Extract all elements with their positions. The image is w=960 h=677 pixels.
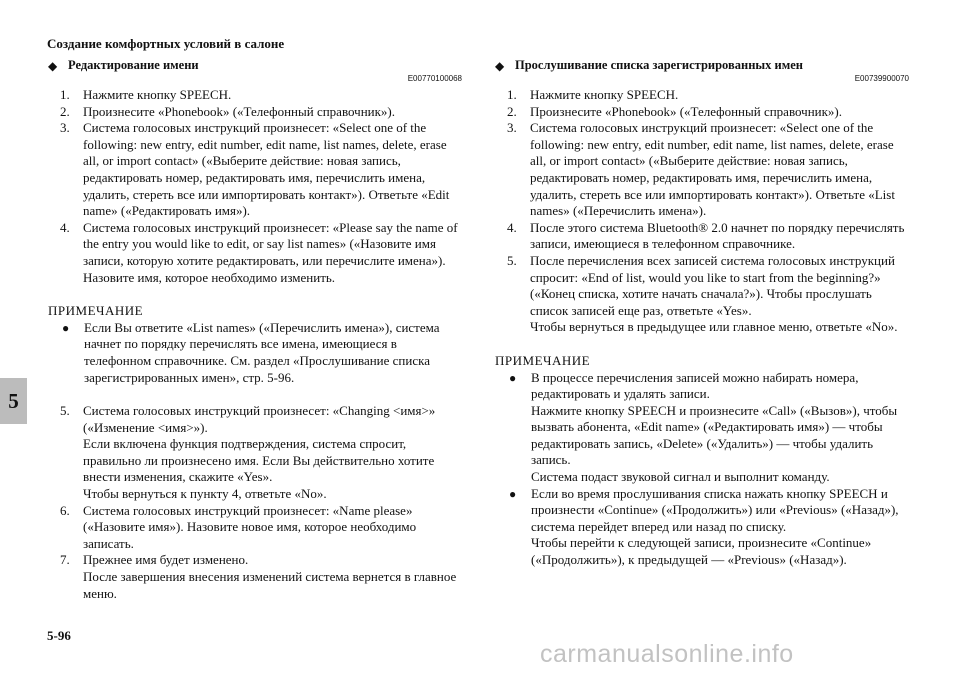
section-heading <box>48 57 462 74</box>
step-text: Произнесите «Phonebook» («Телефонный справочник»). <box>530 103 843 119</box>
section-code: E00739900070 <box>854 74 909 83</box>
step-number: 1. <box>60 87 70 102</box>
step-item <box>495 253 909 336</box>
step-list <box>48 87 462 286</box>
step-text: Система голосовых инструкций произнесет: «Select one of the following: new entry, edit number, edit name, list names, delete, erase all, or import contact» («Выберите действие: новая запись, редактировать номер, редактировать имя, перечислить имена, удалить, стереть все или импортировать контакт»). Ответьте «List names» («Перечислить имена»). <box>530 120 895 219</box>
section-heading <box>495 57 909 74</box>
left-column <box>48 57 462 602</box>
step-text: Прежнее имя будет изменено. После завершения внесения изменений система вернется в главное меню. <box>83 552 457 601</box>
step-item <box>495 87 909 104</box>
note-bullet <box>48 320 462 386</box>
step-item <box>48 104 462 121</box>
watermark: carmanualsonline.info <box>540 640 794 668</box>
note-text: Если во время прослушивания списка нажать кнопку SPEECH и произнести «Continue» («Продолжить») или «Previous» («Назад»), система перейдет вперед или назад по списку. Чтобы перейти к следующей записи, произнесите «Continue» («Продолжить»), к предыдущей — «Previous» («Назад»). <box>531 485 899 568</box>
step-list <box>48 403 462 602</box>
diamond-bullet-icon: ◆ <box>48 59 58 73</box>
page-header-title: Создание комфортных условий в салоне <box>47 36 285 51</box>
step-number: 4. <box>60 219 70 235</box>
step-number: 3. <box>507 120 517 136</box>
section-title: Редактирование имени <box>68 58 199 72</box>
step-number: 2. <box>60 103 70 119</box>
step-item <box>48 403 462 503</box>
note-title: ПРИМЕЧАНИЕ <box>495 352 591 368</box>
step-text: После перечисления всех записей система голосовых инструкций спросит: «End of list, would you like to start from the beginning?» («Конец списка, хотите начать сначала?»). Чтобы прослушать список записей еще раз, ответьте «Yes». Чтобы вернуться в предыдущее или главное меню, ответьте «No». <box>530 252 898 335</box>
step-text: Система голосовых инструкций произнесет: «Name please» («Назовите имя»). Назовите новое имя, которое необходимо записать. <box>83 502 417 551</box>
step-text: После этого система Bluetooth® 2.0 начнет по порядку перечислять записи, имеющиеся в телефонном справочнике. <box>530 219 905 252</box>
section-title: Прослушивание списка зарегистрированных имен <box>515 58 804 72</box>
chapter-tab: 5 <box>0 378 27 424</box>
step-text: Система голосовых инструкций произнесет: «Changing <имя>» («Изменение <имя>»). Если включена функция подтверждения, система спросит, правильно ли произнесено имя. Если Вы действительно хотите внести изменения, скажите «Yes». Чтобы вернуться к пункту 4, ответьте «No». <box>83 403 436 502</box>
note-text: Если Вы ответите «List names» («Перечислить имена»), система начнет по порядку перечислять все имена, имеющиеся в телефонном справочнике. См. раздел «Прослушивание списка зарегистрированных имен», стр. 5-96. <box>84 319 440 385</box>
page-number: 5-96 <box>47 628 71 643</box>
bullet-dot-icon: ● <box>509 370 517 385</box>
step-number: 1. <box>507 87 517 102</box>
step-text: Система голосовых инструкций произнесет: «Select one of the following: new entry, edit number, edit name, list names, delete, erase all, or import contact» («Выберите действие: новая запись, редактировать номер, редактировать имя, перечислить имена, удалить, стереть все или импортировать контакт»). Ответьте «Edit name» («Редактировать имя»). <box>83 120 450 219</box>
step-number: 2. <box>507 103 517 119</box>
step-item <box>48 552 462 602</box>
step-item <box>48 120 462 220</box>
step-item <box>48 503 462 553</box>
step-item <box>48 220 462 286</box>
right-column <box>495 57 909 569</box>
step-number: 5. <box>507 252 517 268</box>
diamond-bullet-icon: ◆ <box>495 59 505 73</box>
step-number: 3. <box>60 120 70 136</box>
step-item <box>48 87 462 104</box>
step-item <box>495 120 909 220</box>
step-number: 5. <box>60 403 70 419</box>
bullet-dot-icon: ● <box>62 320 70 335</box>
note-bullet <box>495 486 909 569</box>
step-number: 6. <box>60 502 70 518</box>
step-text: Произнесите «Phonebook» («Телефонный справочник»). <box>83 103 396 119</box>
note-title: ПРИМЕЧАНИЕ <box>48 303 144 319</box>
step-item <box>495 104 909 121</box>
note-bullet <box>495 370 909 486</box>
step-number: 7. <box>60 552 70 568</box>
section-code: E00770100068 <box>407 74 462 83</box>
bullet-dot-icon: ● <box>509 486 517 501</box>
step-list <box>495 87 909 336</box>
step-text: Нажмите кнопку SPEECH. <box>530 87 679 102</box>
step-item <box>495 220 909 253</box>
step-number: 4. <box>507 219 517 235</box>
note-text: В процессе перечисления записей можно набирать номера, редактировать и удалять записи. Нажмите кнопку SPEECH и произнесите «Call» («Вызов»), чтобы вызвать абонента, «Edit name» («Редактировать имя») — чтобы редактировать запись, «Delete» («Удалить») — чтобы удалить запись. Система подаст звуковой сигнал и выполнит команду. <box>531 369 898 485</box>
step-text: Система голосовых инструкций произнесет: «Please say the name of the entry you would like to edit, or say list names» («Назовите имя записи, которую хотите редактировать, или перечислите имена»). Назовите имя, которое необходимо изменить. <box>83 219 458 285</box>
step-text: Нажмите кнопку SPEECH. <box>83 87 232 102</box>
